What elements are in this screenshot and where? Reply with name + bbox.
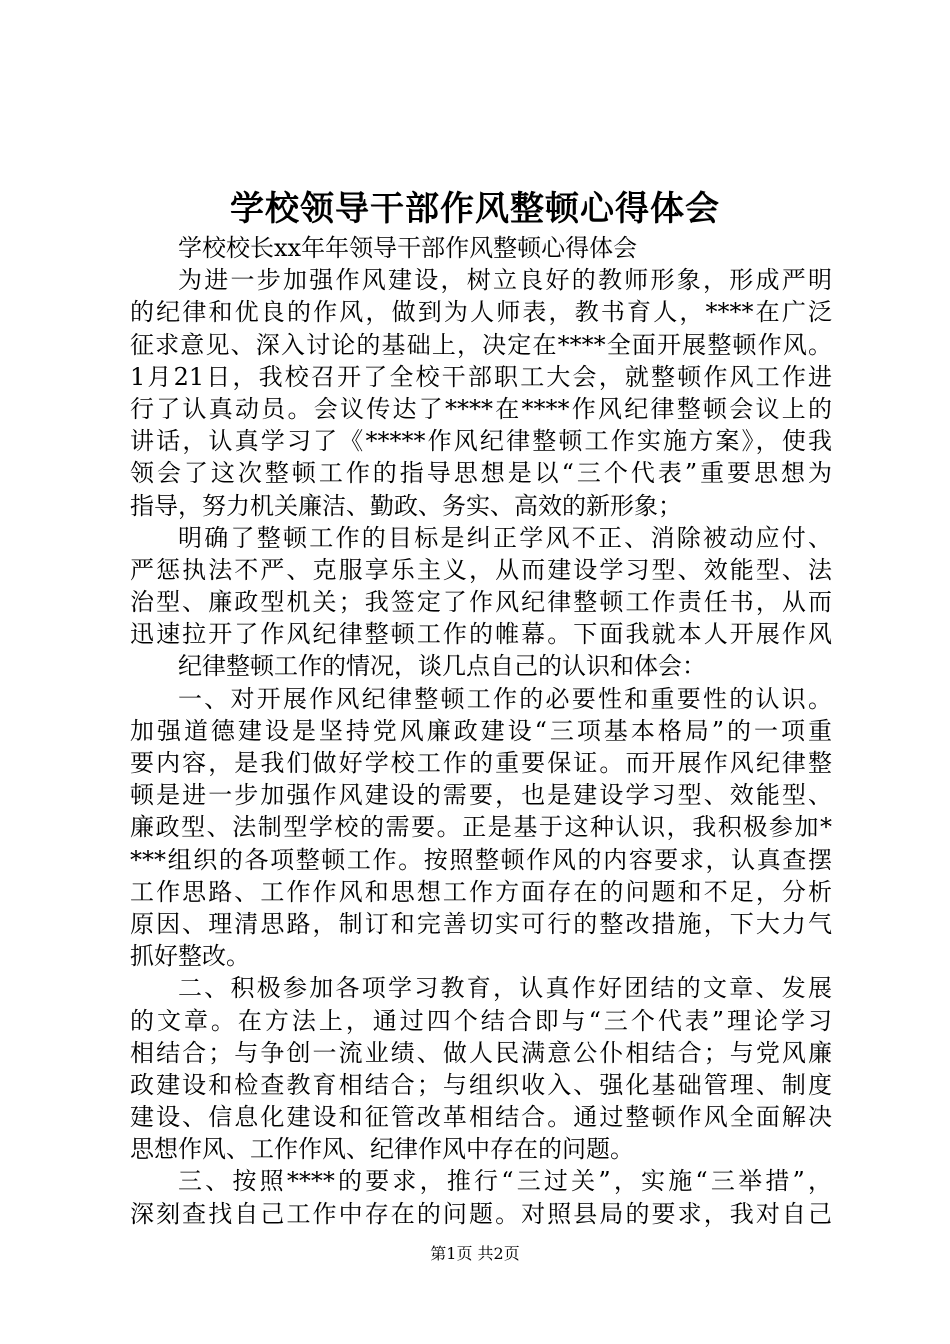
body-line: 为进一步加强作风建设，树立良好的教师形象，形成严明 bbox=[178, 266, 832, 295]
body-line: 1月21日，我校召开了全校干部职工大会，就整顿作风工作进 bbox=[130, 362, 832, 391]
body-line: 学校校长xx年年领导干部作风整顿心得体会 bbox=[178, 234, 638, 262]
body-line: 建设、信息化建设和征管改革相结合。通过整顿作风全面解决 bbox=[130, 1103, 832, 1132]
body-line: 明确了整顿工作的目标是纠正学风不正、消除被动应付、 bbox=[178, 523, 832, 552]
body-line: 指导，努力机关廉洁、勤政、务实、高效的新形象； bbox=[130, 491, 682, 520]
body-line: ***组织的各项整顿工作。按照整顿作风的内容要求，认真查摆 bbox=[130, 845, 832, 874]
body-line: 纪律整顿工作的情况，谈几点自己的认识和体会： bbox=[178, 652, 706, 681]
document-body bbox=[130, 232, 832, 1230]
body-line: 政建设和检查教育相结合；与组织收入、强化基础管理、制度 bbox=[130, 1070, 832, 1099]
body-line: 加强道德建设是坚持党风廉政建设“三项基本格局”的一项重 bbox=[130, 716, 832, 745]
body-line: 二、积极参加各项学习教育，认真作好团结的文章、发展 bbox=[178, 974, 832, 1003]
body-line: 深刻查找自己工作中存在的问题。对照县局的要求，我对自己 bbox=[130, 1199, 832, 1228]
body-line: 三、按照****的要求，推行“三过关”，实施“三举措”， bbox=[178, 1167, 832, 1196]
body-line: 治型、廉政型机关；我签定了作风纪律整顿工作责任书，从而 bbox=[130, 588, 832, 617]
body-line: 原因、理清思路，制订和完善切实可行的整改措施，下大力气 bbox=[130, 909, 832, 938]
body-line: 廉政型、法制型学校的需要。正是基于这种认识，我积极参加* bbox=[130, 813, 832, 842]
document-title: 学校领导干部作风整顿心得体会 bbox=[230, 189, 720, 229]
body-line: 要内容，是我们做好学校工作的重要保证。而开展作风纪律整 bbox=[130, 749, 832, 777]
body-line: 顿是进一步加强作风建设的需要，也是建设学习型、效能型、 bbox=[130, 781, 832, 810]
body-line: 领会了这次整顿工作的指导思想是以“三个代表”重要思想为 bbox=[130, 459, 832, 488]
body-line: 抓好整改。 bbox=[130, 942, 250, 971]
body-line: 思想作风、工作作风、纪律作风中存在的问题。 bbox=[130, 1135, 634, 1164]
body-line: 相结合；与争创一流业绩、做人民满意公仆相结合；与党风廉 bbox=[130, 1038, 832, 1067]
body-line: 的纪律和优良的作风，做到为人师表，教书育人，****在广泛 bbox=[130, 298, 832, 327]
body-line: 一、对开展作风纪律整顿工作的必要性和重要性的认识。 bbox=[178, 684, 832, 713]
body-line: 行了认真动员。会议传达了****在****作风纪律整顿会议上的 bbox=[130, 394, 832, 423]
page-footer: 第1页 共2页 bbox=[430, 1244, 520, 1263]
body-line: 的文章。在方法上，通过四个结合即与“三个代表”理论学习 bbox=[130, 1006, 832, 1035]
body-line: 讲话，认真学习了《*****作风纪律整顿工作实施方案》，使我 bbox=[130, 427, 832, 456]
body-line: 迅速拉开了作风纪律整顿工作的帷幕。下面我就本人开展作风 bbox=[130, 620, 832, 649]
body-line: 工作思路、工作作风和思想工作方面存在的问题和不足，分析 bbox=[130, 877, 832, 906]
body-line: 严惩执法不严、克服享乐主义，从而建设学习型、效能型、法 bbox=[130, 555, 832, 584]
body-line: 征求意见、深入讨论的基础上，决定在****全面开展整顿作风。 bbox=[130, 330, 832, 359]
